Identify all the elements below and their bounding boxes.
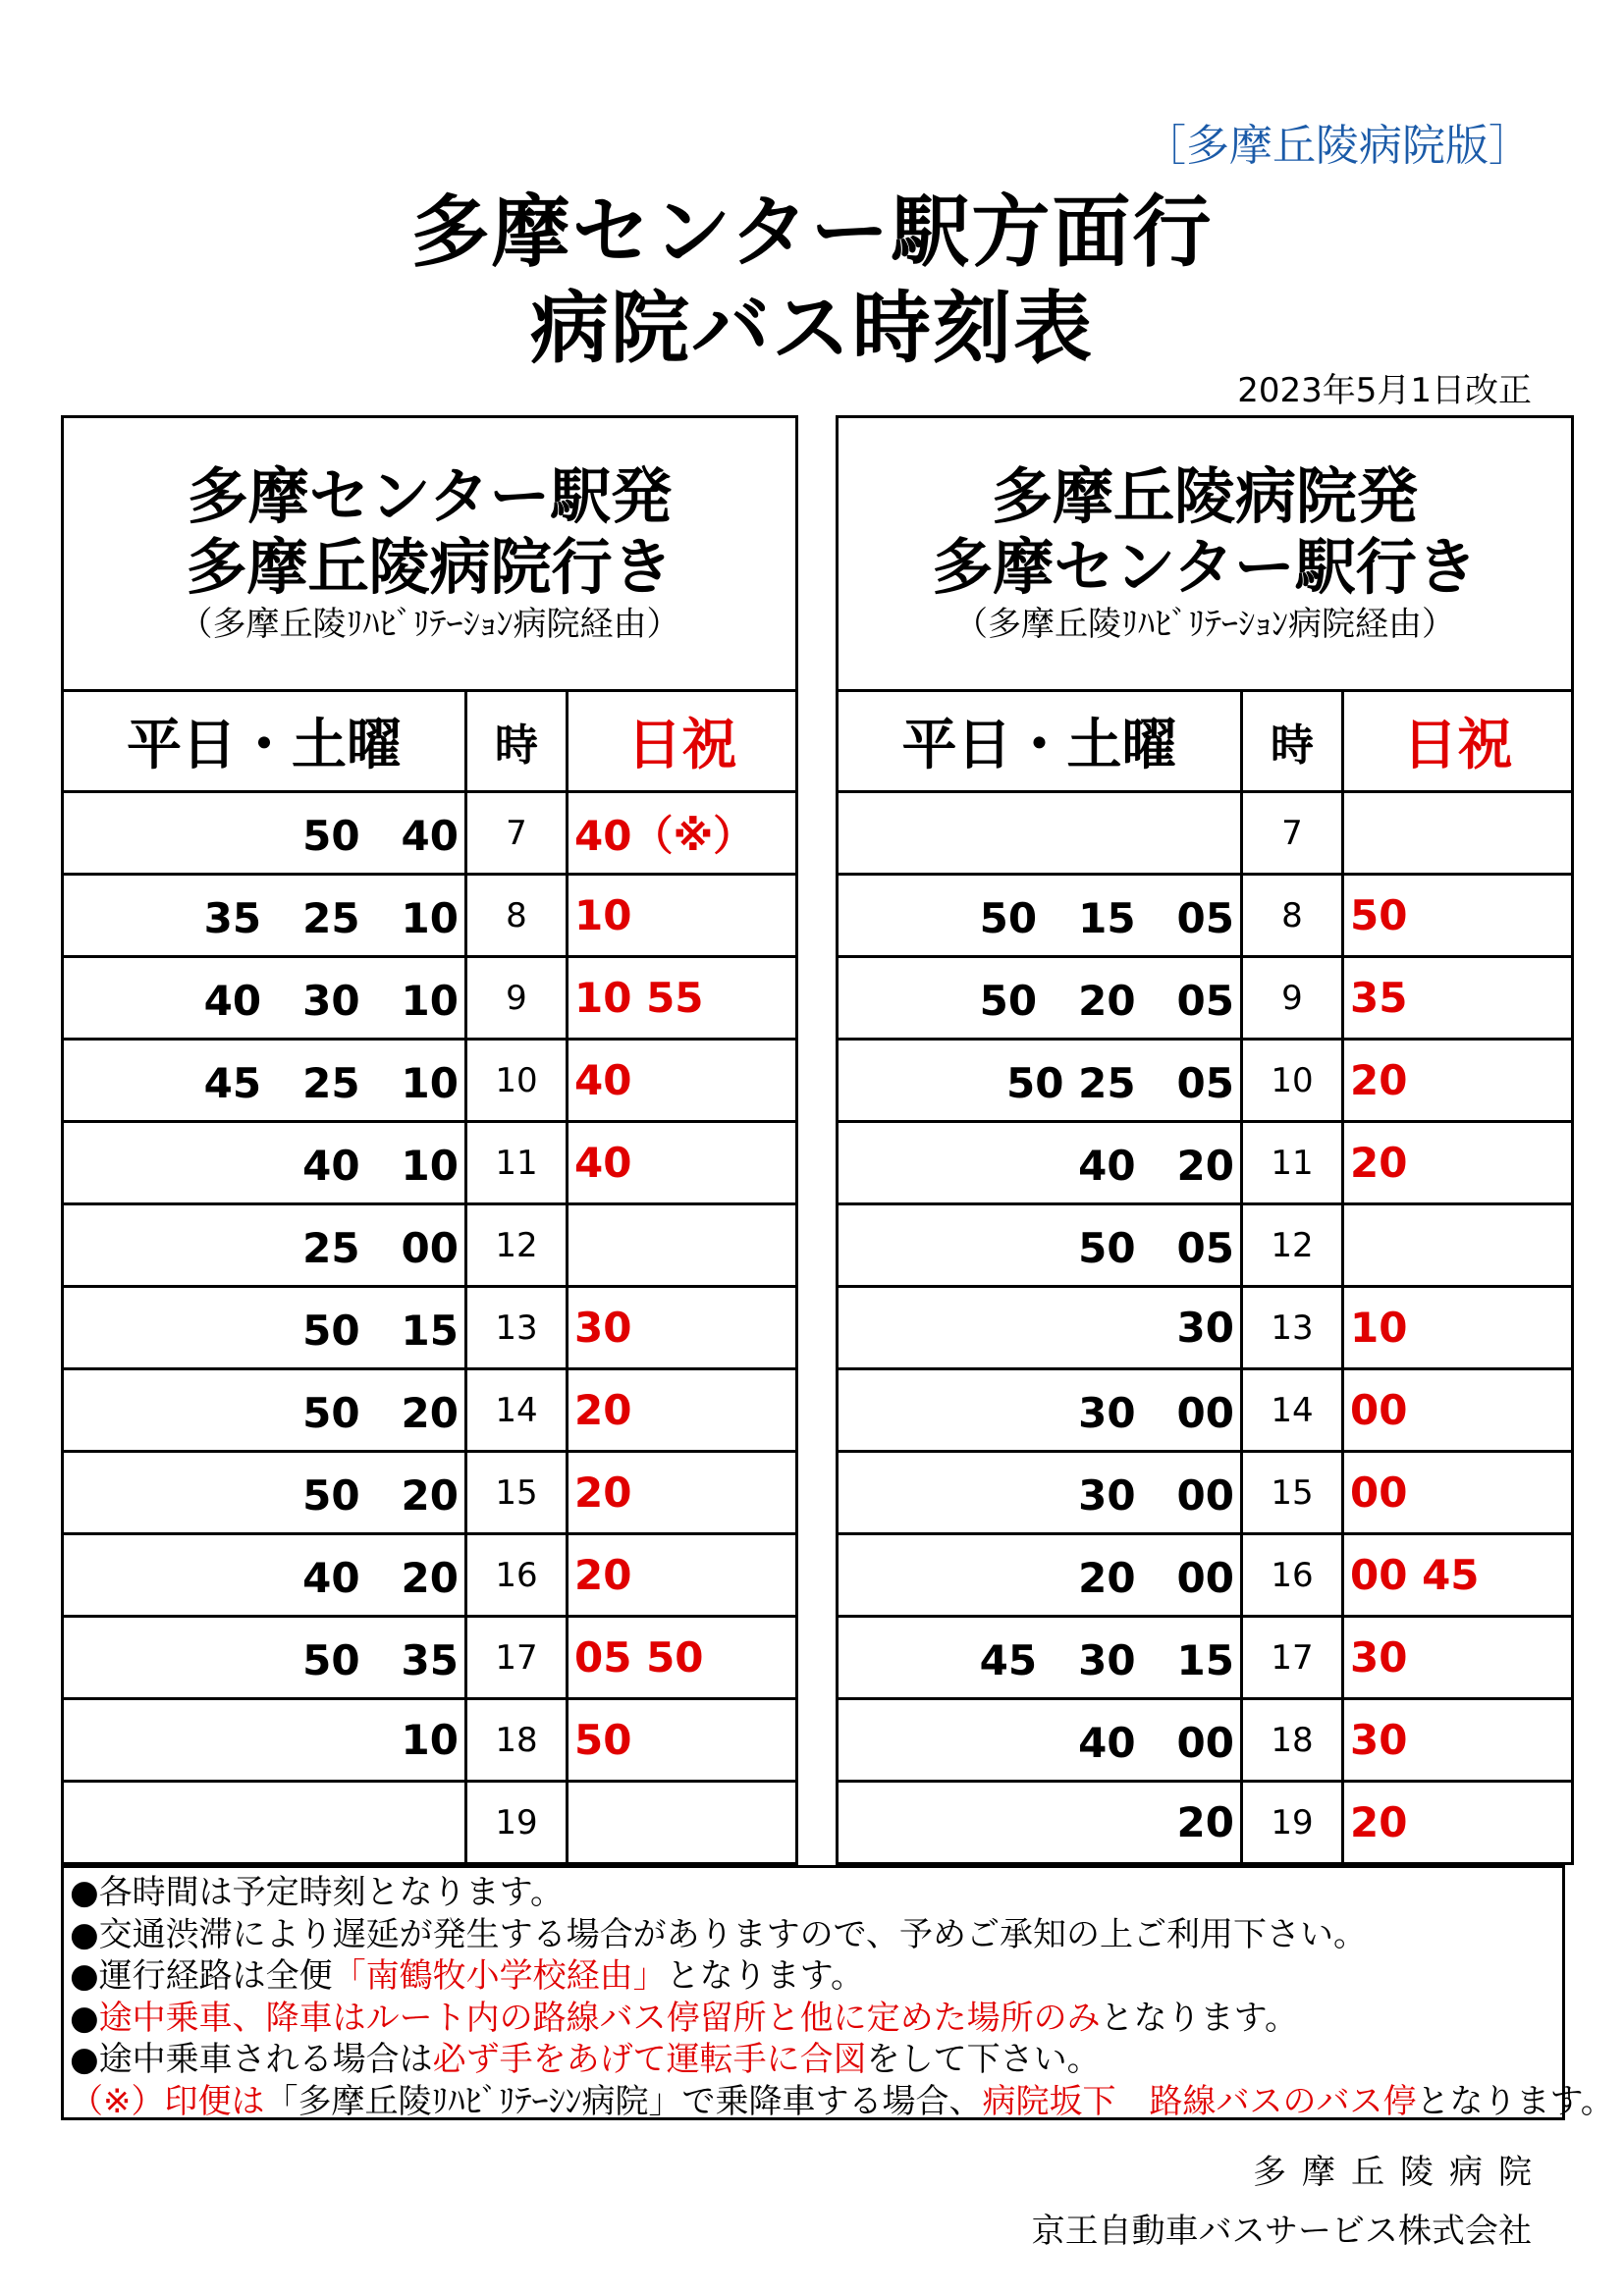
hour-cell: 15 (1242, 1452, 1343, 1534)
weekday-times: 25 00 (63, 1204, 466, 1287)
holiday-times (568, 1782, 797, 1864)
note-6: （※）印便は「多摩丘陵ﾘﾊﾋﾞﾘﾃｰｼﾝ病院」で乗降車する場合、病院坂下 路線バスのバス停となります。 (70, 2081, 1614, 2121)
timetable-row (838, 1534, 1573, 1617)
weekday-times: 50 35 (63, 1617, 466, 1699)
hospital-name: 多摩丘陵病院 (1253, 2153, 1547, 2192)
timetable-row (838, 957, 1573, 1040)
hour-cell: 7 (466, 792, 568, 875)
weekday-header: 平日・土曜 (838, 691, 1242, 792)
weekday-times: 40 10 (63, 1122, 466, 1204)
note-3: ●運行経路は全便「南鶴牧小学校経由」となります。 (70, 1956, 864, 1996)
holiday-times: 20 (1343, 1122, 1573, 1204)
weekday-times: 40 20 (63, 1534, 466, 1617)
weekday-times: 50 40 (63, 792, 466, 875)
timetable-row (63, 1204, 797, 1287)
route-header-right (838, 417, 1573, 691)
route-origin: 多摩センター駅発 (187, 460, 673, 532)
note-5: ●途中乗車される場合は必ず手をあげて運転手に合図をして下さい。 (70, 2040, 1101, 2079)
hour-cell: 17 (1242, 1617, 1343, 1699)
holiday-times: 20 (1343, 1040, 1573, 1122)
hour-cell: 10 (1242, 1040, 1343, 1122)
hour-cell: 11 (1242, 1122, 1343, 1204)
holiday-times: 20 (568, 1534, 797, 1617)
holiday-times: 50 (568, 1699, 797, 1782)
timetable-row (63, 957, 797, 1040)
weekday-times: 10 (63, 1699, 466, 1782)
timetable-row (63, 1287, 797, 1369)
holiday-times: 40 (568, 1040, 797, 1122)
hour-cell: 10 (466, 1040, 568, 1122)
timetable-row (63, 1452, 797, 1534)
timetable-row (838, 1204, 1573, 1287)
hour-cell: 14 (466, 1369, 568, 1452)
holiday-header: 日祝 (568, 691, 797, 792)
timetable-row (838, 1617, 1573, 1699)
route-destination: 多摩センター駅行き (932, 531, 1478, 603)
hour-cell: 16 (1242, 1534, 1343, 1617)
holiday-times: 00 (1343, 1369, 1573, 1452)
weekday-times: 40 00 (838, 1699, 1242, 1782)
timetable-row (63, 1699, 797, 1782)
timetable-row (63, 792, 797, 875)
weekday-times: 50 25 05 (838, 1040, 1242, 1122)
holiday-times (1343, 792, 1573, 875)
hour-cell: 8 (1242, 875, 1343, 957)
hour-cell: 14 (1242, 1369, 1343, 1452)
weekday-times: 50 20 05 (838, 957, 1242, 1040)
notes-box (61, 1865, 1614, 2121)
edition-label: ［多摩丘陵病院版］ (1143, 121, 1532, 171)
holiday-times: 40 (568, 1122, 797, 1204)
weekday-times: 30 (838, 1287, 1242, 1369)
hour-cell: 18 (1242, 1699, 1343, 1782)
hour-cell: 8 (466, 875, 568, 957)
holiday-times: 30 (1343, 1699, 1573, 1782)
hour-cell: 19 (466, 1782, 568, 1864)
timetable-row (838, 1452, 1573, 1534)
weekday-times: 45 25 10 (63, 1040, 466, 1122)
holiday-times (568, 1204, 797, 1287)
holiday-times: 50 (1343, 875, 1573, 957)
holiday-times: 20 (568, 1369, 797, 1452)
hour-header: 時 (1242, 691, 1343, 792)
timetable-row (63, 1782, 797, 1864)
timetable-row (838, 1782, 1573, 1864)
weekday-times: 30 00 (838, 1452, 1242, 1534)
timetable-row (838, 792, 1573, 875)
holiday-times: 40（※） (568, 792, 797, 875)
holiday-times: 05 50 (568, 1617, 797, 1699)
timetable-row (838, 1699, 1573, 1782)
weekday-times: 20 (838, 1782, 1242, 1864)
hour-cell: 19 (1242, 1782, 1343, 1864)
note-2: ●交通渋滞により遅延が発生する場合がありますので、予めご承知の上ご利用下さい。 (70, 1914, 1367, 1954)
operator-name: 京王自動車バスサービス株式会社 (1031, 2212, 1532, 2251)
timetable-row (838, 875, 1573, 957)
weekday-times: 40 30 10 (63, 957, 466, 1040)
weekday-times: 35 25 10 (63, 875, 466, 957)
hour-cell: 9 (466, 957, 568, 1040)
route-origin: 多摩丘陵病院発 (992, 460, 1419, 532)
hour-cell: 12 (466, 1204, 568, 1287)
timetable-row (63, 1534, 797, 1617)
hour-cell: 17 (466, 1617, 568, 1699)
weekday-times: 45 30 15 (838, 1617, 1242, 1699)
weekday-times: 50 15 05 (838, 875, 1242, 957)
page-title (0, 185, 1624, 377)
weekday-times: 50 20 (63, 1369, 466, 1452)
timetable-left (61, 415, 798, 1865)
note-1: ●各時間は予定時刻となります。 (70, 1873, 564, 1912)
holiday-times: 30 (568, 1287, 797, 1369)
holiday-times: 10 (568, 875, 797, 957)
weekday-times: 20 00 (838, 1534, 1242, 1617)
hour-cell: 9 (1242, 957, 1343, 1040)
timetable-row (63, 875, 797, 957)
timetable-row (63, 1617, 797, 1699)
hour-cell: 13 (466, 1287, 568, 1369)
timetable-row (63, 1369, 797, 1452)
hour-cell: 12 (1242, 1204, 1343, 1287)
holiday-times: 35 (1343, 957, 1573, 1040)
weekday-times: 40 20 (838, 1122, 1242, 1204)
timetable-row (838, 1287, 1573, 1369)
holiday-header: 日祝 (1343, 691, 1573, 792)
holiday-times: 20 (1343, 1782, 1573, 1864)
holiday-times: 10 55 (568, 957, 797, 1040)
note-4: ●途中乗車、降車はルート内の路線バス停留所と他に定めた場所のみとなります。 (70, 1998, 1298, 2038)
weekday-header: 平日・土曜 (63, 691, 466, 792)
timetable-row (63, 1040, 797, 1122)
timetable-right (836, 415, 1574, 1865)
holiday-times (1343, 1204, 1573, 1287)
timetable-row (838, 1040, 1573, 1122)
weekday-times: 50 20 (63, 1452, 466, 1534)
hour-cell: 13 (1242, 1287, 1343, 1369)
hour-cell: 18 (466, 1699, 568, 1782)
hour-cell: 15 (466, 1452, 568, 1534)
route-destination: 多摩丘陵病院行き (186, 531, 674, 603)
route-via: （多摩丘陵ﾘﾊﾋﾞﾘﾃｰｼｮﾝ病院経由） (954, 605, 1455, 644)
hour-cell: 16 (466, 1534, 568, 1617)
route-header-left (63, 417, 797, 691)
hour-cell: 11 (466, 1122, 568, 1204)
holiday-times: 00 45 (1343, 1534, 1573, 1617)
timetable-row (838, 1369, 1573, 1452)
timetable-row (63, 1122, 797, 1204)
route-via: （多摩丘陵ﾘﾊﾋﾞﾘﾃｰｼｮﾝ病院経由） (179, 605, 680, 644)
weekday-times: 30 00 (838, 1369, 1242, 1452)
weekday-times (63, 1782, 466, 1864)
hour-header: 時 (466, 691, 568, 792)
weekday-times: 50 05 (838, 1204, 1242, 1287)
holiday-times: 20 (568, 1452, 797, 1534)
title-line-1: 多摩センター駅方面行 (410, 187, 1214, 278)
hour-cell: 7 (1242, 792, 1343, 875)
holiday-times: 00 (1343, 1452, 1573, 1534)
revision-date: 2023年5月1日改正 (1237, 371, 1532, 410)
weekday-times (838, 792, 1242, 875)
title-line-2: 病院バス時刻表 (530, 283, 1094, 374)
weekday-times: 50 15 (63, 1287, 466, 1369)
holiday-times: 10 (1343, 1287, 1573, 1369)
timetable-row (838, 1122, 1573, 1204)
holiday-times: 30 (1343, 1617, 1573, 1699)
